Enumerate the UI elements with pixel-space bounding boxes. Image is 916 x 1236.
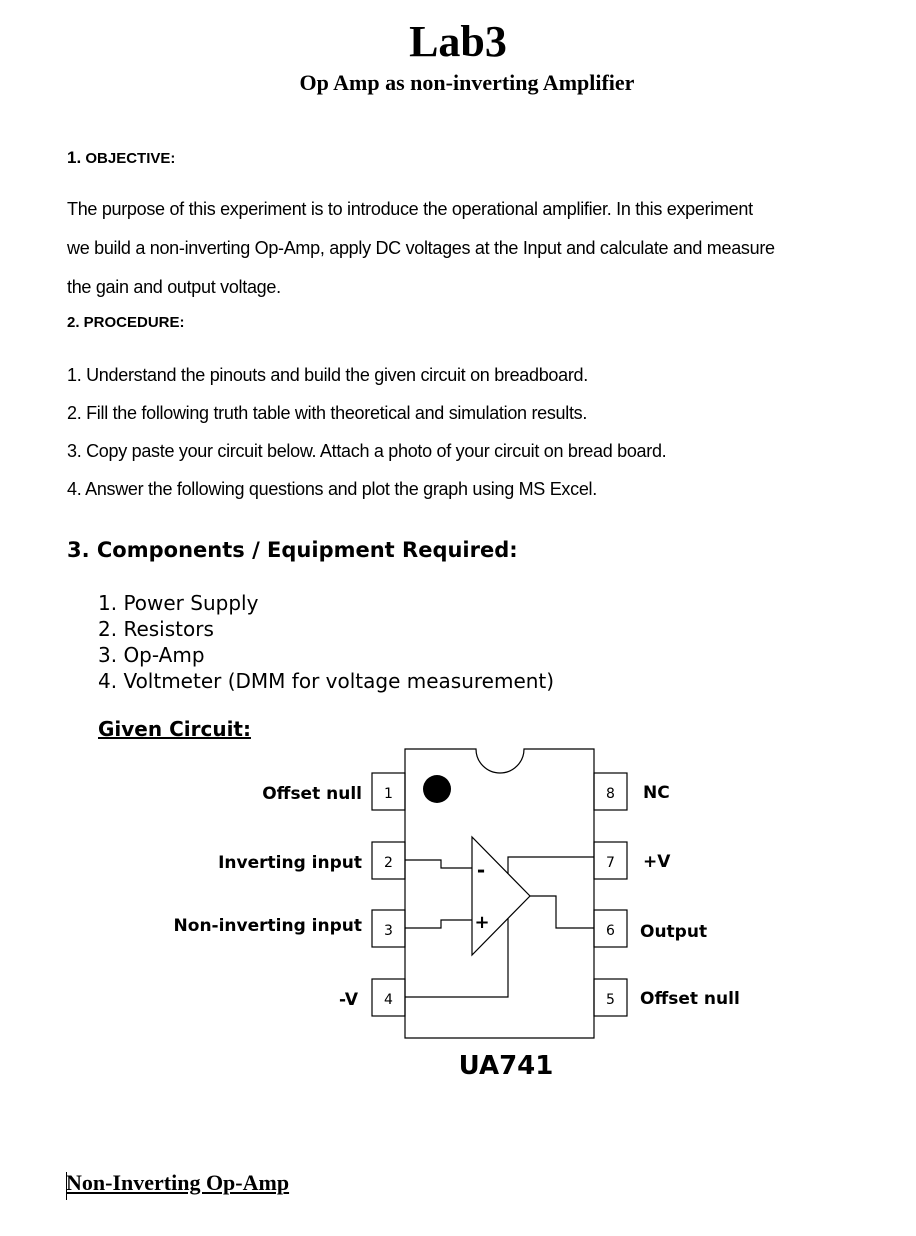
pin-number: 2: [384, 855, 393, 871]
objective-line: the gain and output voltage.: [67, 277, 281, 297]
pin-number: 3: [384, 923, 393, 939]
pin-box-2: [372, 842, 405, 879]
pin-box-3: [372, 910, 405, 947]
procedure-list: [67, 356, 666, 508]
objective-title: OBJECTIVE:: [85, 150, 176, 167]
section-heading-non-inverting: Non-Inverting Op-Amp: [66, 1170, 290, 1195]
pin-number: 5: [606, 992, 615, 1008]
pin-box-5: [594, 979, 627, 1016]
pin-number: 4: [384, 992, 393, 1008]
minus-sign: -: [476, 858, 486, 882]
wire-pin2-inverting: [405, 860, 472, 868]
pin-box-6: [594, 910, 627, 947]
objective-line: The purpose of this experiment is to introduce the operational amplifier. In this experiment: [67, 199, 753, 219]
procedure-step: 1. Understand the pinouts and build the given circuit on breadboard.: [67, 365, 588, 385]
component-item: 1. Power Supply: [98, 591, 259, 615]
pin-number: 8: [606, 786, 615, 802]
pin-label: Non-inverting input: [173, 916, 362, 936]
wire-pin6-output: [530, 896, 594, 928]
given-circuit-heading: Given Circuit:: [98, 717, 251, 741]
pin-label: Offset null: [640, 989, 740, 1009]
component-item: 2. Resistors: [98, 617, 214, 641]
objective-paragraph: [67, 190, 867, 307]
chip-body: [405, 749, 594, 1038]
procedure-step: 2. Fill the following truth table with theoretical and simulation results.: [67, 403, 588, 423]
pin-label: Offset null: [262, 784, 362, 804]
objective-line: we build a non-inverting Op-Amp, apply DC voltages at the Input and calculate and measure: [67, 238, 775, 258]
pin-box-8: [594, 773, 627, 810]
components-heading: 3. Components / Equipment Required:: [67, 538, 518, 562]
pin1-marker-dot: [423, 775, 451, 803]
components-list: [98, 590, 554, 694]
procedure-heading: 2. PROCEDURE:: [67, 314, 185, 331]
component-item: 3. Op-Amp: [98, 643, 205, 667]
pin-label: Inverting input: [218, 853, 362, 873]
pin-label: Output: [640, 922, 708, 942]
objective-number: 1.: [67, 148, 82, 167]
pin-label: -V: [339, 990, 358, 1010]
pin-label: NC: [643, 783, 670, 803]
opamp-triangle: [472, 837, 530, 955]
objective-heading: [67, 148, 175, 168]
pin-number: 1: [384, 786, 393, 802]
pin-number: 7: [606, 855, 615, 871]
procedure-step: 4. Answer the following questions and plot the graph using MS Excel.: [67, 479, 597, 499]
pin-box-7: [594, 842, 627, 879]
chip-name: UA741: [458, 1051, 554, 1081]
component-item: 4. Voltmeter (DMM for voltage measurement): [98, 669, 555, 693]
pin-box-4: [372, 979, 405, 1016]
pin-label: +V: [643, 852, 671, 872]
wire-pin3-noninverting: [405, 920, 472, 928]
page-subtitle: Op Amp as non-inverting Amplifier: [299, 70, 635, 95]
wire-pin4-vminus: [405, 918, 508, 997]
wire-pin7-vplus: [508, 857, 594, 874]
page-title: Lab3: [409, 17, 507, 66]
pin-box-1: [372, 773, 405, 810]
pin-number: 6: [606, 923, 615, 939]
plus-sign: +: [474, 912, 490, 933]
procedure-step: 3. Copy paste your circuit below. Attach a photo of your circuit on bread board.: [67, 441, 667, 461]
